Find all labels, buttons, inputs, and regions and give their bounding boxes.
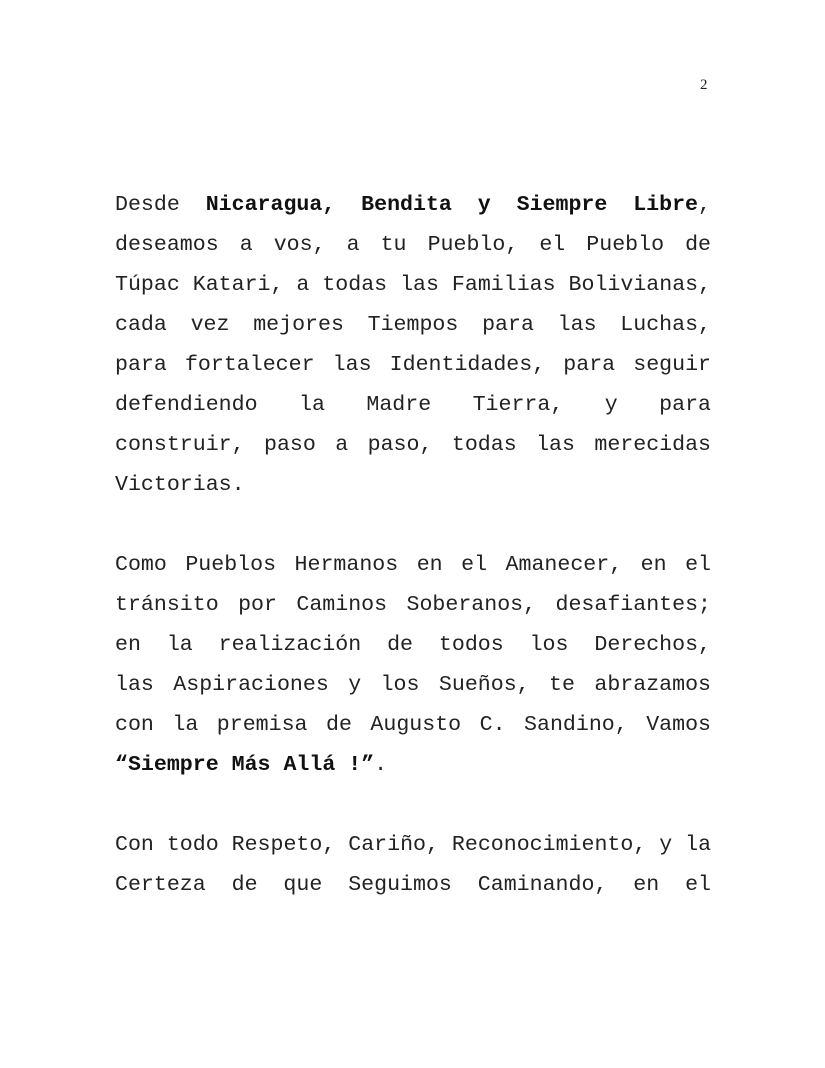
text-line: Con todo Respeto, Cariño, Reconocimiento, y la xyxy=(115,833,712,857)
text-line: defendiendo la Madre Tierra, y para xyxy=(115,393,711,417)
bold-text: Nicaragua, Bendita y Siempre Libre xyxy=(205,193,699,217)
text-line: con la premisa de Augusto C. Sandino, Vamos xyxy=(115,713,711,737)
text-segment: , xyxy=(698,193,711,217)
paragraph-2 xyxy=(115,545,711,785)
text-line: Certeza de que Seguimos Caminando, en el xyxy=(115,873,711,897)
text-line: en la realización de todos los Derechos, xyxy=(115,633,711,657)
text-segment: . xyxy=(374,753,388,777)
text-line: las Aspiraciones y los Sueños, te abrazamos xyxy=(115,673,711,697)
text-line: cada vez mejores Tiempos para las Luchas, xyxy=(115,313,711,337)
page-number: 2 xyxy=(700,77,708,93)
text-line: Túpac Katari, a todas las Familias Bolivianas, xyxy=(115,273,712,297)
paragraph-3 xyxy=(115,825,711,905)
text-segment: Desde xyxy=(115,193,206,217)
text-line: Victorias. xyxy=(115,473,245,497)
text-line: deseamos a vos, a tu Pueblo, el Pueblo de xyxy=(115,233,711,257)
text-line: construir, paso a paso, todas las merecidas xyxy=(115,433,711,457)
paragraph-1 xyxy=(115,185,711,505)
text-line: tránsito por Caminos Soberanos, desafiantes; xyxy=(115,593,711,617)
bold-quote: “Siempre Más Allá !” xyxy=(115,753,375,777)
text-line xyxy=(115,185,711,225)
text-line: Como Pueblos Hermanos en el Amanecer, en el xyxy=(115,553,711,577)
text-line xyxy=(115,745,711,785)
text-line: para fortalecer las Identidades, para seguir xyxy=(115,353,711,377)
